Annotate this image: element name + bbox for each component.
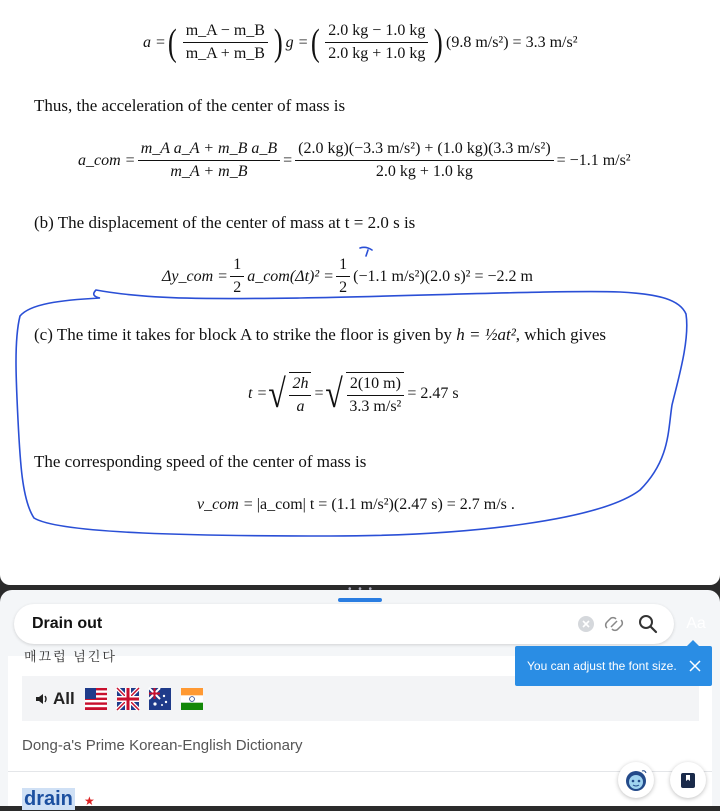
cut-off-text: [24, 646, 117, 656]
paragraph-com-acceleration: Thus, the acceleration of the center of mass is: [34, 96, 346, 115]
eq1-fraction-masses: [183, 22, 268, 63]
equation-displacement: Δy_com = $\frac{1}{2}$ a_com(Δt)² = $\frac{1}{2}$ (−1.1 m/s²)(2.0 s)² = −2.2 m: [162, 256, 533, 296]
dictionary-source: Dong-a's Prime Korean-English Dictionary: [22, 737, 303, 754]
eq4-lhs: t: [248, 385, 253, 402]
eq2-fraction-symbolic: [138, 140, 280, 181]
paragraph-speed: The corresponding speed of the center of mass is: [34, 452, 367, 471]
font-size-tooltip: [515, 646, 712, 686]
eq2-tail: = −1.1 m/s²: [556, 151, 631, 169]
au-flag-icon[interactable]: [149, 688, 171, 710]
font-size-button[interactable]: Aa: [686, 615, 706, 632]
eq4-rad1-num: 2h: [289, 375, 311, 396]
eq2-num2: (2.0 kg)(−3.3 m/s²) + (1.0 kg)(3.3 m/s²): [295, 140, 554, 161]
eq2-den2: 2.0 kg + 1.0 kg: [375, 163, 473, 180]
text3-formula: h = ½at²: [456, 325, 516, 344]
us-flag-icon[interactable]: [85, 688, 107, 710]
search-input[interactable]: [32, 615, 562, 633]
bookmark-icon: [679, 771, 697, 789]
eq1-num1: m_A − m_B: [183, 22, 268, 43]
importance-star-icon: ★: [84, 794, 95, 808]
tooltip-text: You can adjust the font size.: [527, 659, 677, 673]
paragraph-time: [34, 325, 606, 345]
eq3-tail: (−1.1 m/s²)(2.0 s)² = −2.2 m: [353, 267, 533, 285]
eq1-fraction-values: [325, 22, 428, 63]
eq1-den1: m_A + m_B: [185, 45, 265, 62]
eq4-rad1-den: a: [296, 398, 305, 415]
handwriting-link-icon[interactable]: [604, 614, 624, 634]
eq1-num2: 2.0 kg − 1.0 kg: [325, 22, 428, 43]
equation-time: t = √ $\frac{2h}{a}$ = √ $\frac{2(10 m)}{\text{3.3 m/s²}}$ = 2.47 s: [248, 371, 459, 416]
in-flag-icon[interactable]: [181, 688, 203, 710]
eq2-num1: m_A a_A + m_B a_B: [138, 140, 280, 161]
equation-acceleration: a = ( $\frac{m\_A - m\_B}{m\_A + m\_B}$ ) g = ( $\frac{2.0 kg - 1.0 kg}{2.0 kg + 1.0 kg}$ ) (9.8 m/s²) = 3.3 m/s²: [143, 21, 578, 64]
close-icon[interactable]: [687, 658, 703, 674]
text3-a: (c) The time it takes for block A to strike the floor is given by: [34, 325, 452, 344]
eq1-g: g: [285, 33, 294, 51]
eq4-rad2-num: 2(10 m): [347, 375, 404, 396]
eq3-lhs: Δy_com: [162, 267, 214, 285]
divider: [8, 771, 712, 772]
speaker-icon: [34, 691, 50, 707]
mascot-icon: [623, 767, 649, 793]
search-bar: [14, 604, 674, 644]
text3-c: , which gives: [515, 325, 606, 344]
panel-drag-handle[interactable]: [338, 598, 382, 602]
clear-icon[interactable]: [576, 614, 596, 634]
equation-com-acceleration: a_com = $\frac{\text{m\_A a\_A + m\_B a\_B}}{m\_A + m\_B}$ = $\frac{\text{(2.0 kg)(−3.3 m/s²) + (1.0 kg)(3.3 m/s²)}}{2.0 kg + 1.0 kg}$ = −1.1 m/s²: [78, 140, 631, 180]
search-icon[interactable]: [638, 614, 658, 634]
headword[interactable]: drain: [24, 788, 73, 810]
eq4-rad2-den: 3.3 m/s²: [349, 398, 402, 415]
eq1-lhs: a: [143, 33, 151, 51]
eq2-den1: m_A + m_B: [170, 163, 248, 180]
eq2-fraction-values: [295, 140, 554, 181]
play-all-label: All: [53, 688, 75, 708]
eq1-tail: (9.8 m/s²) = 3.3 m/s²: [445, 33, 578, 51]
eq2-lhs: a_com: [78, 151, 121, 169]
eq1-den2: 2.0 kg + 1.0 kg: [328, 45, 426, 62]
equation-speed: [197, 496, 515, 514]
mascot-assistant-button[interactable]: [618, 762, 654, 798]
bookmark-button[interactable]: [670, 762, 706, 798]
eq5-lhs: v_com: [197, 496, 239, 513]
play-all-button[interactable]: [34, 689, 75, 709]
paragraph-displacement: (b) The displacement of the center of mass at t = 2.0 s is: [34, 213, 416, 232]
eq3-mid: a_com(Δt)²: [247, 267, 320, 285]
eq5-rhs: = |a_com| t = (1.1 m/s²)(2.47 s) = 2.7 m/s .: [243, 496, 515, 513]
eq4-tail: = 2.47 s: [407, 385, 459, 402]
uk-flag-icon[interactable]: [117, 688, 139, 710]
